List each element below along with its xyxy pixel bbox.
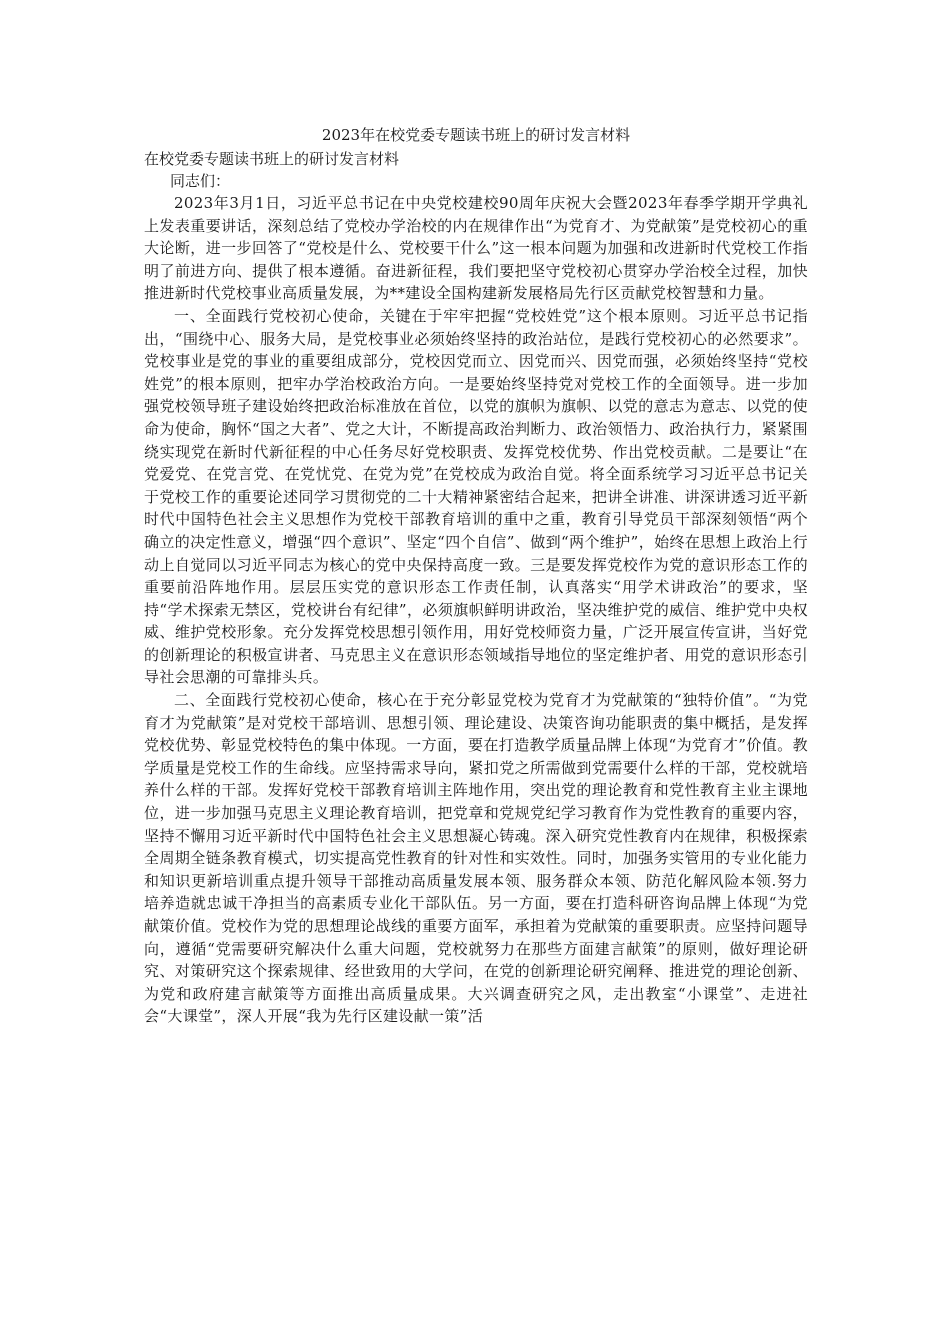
document-title: 2023年在校党委专题读书班上的研讨发言材料: [321, 126, 631, 144]
paragraph-section-two: 二、全面践行党校初心使命，核心在于充分彰显党校为党育才为党献策的“独特价值”。“为党育才为党献策”是对党校干部培训、思想引领、理论建设、决策咨询功能职责的集中概括，是发挥党校优势、彰显党校特色的集中体现。一方面，要在打造教学质量品牌上体现“为党育才”价值。教学质量是党校工作的生命线。应坚持需求导向，紧扣党之所需做到党需要什么样的干部，党校就培养什么样的干部。发挥好党校干部教育培训主阵地作用，突出党的理论教育和党性教育主业主课地位，进一步加强马克思主义理论教育培训，把党章和党规党纪学习教育作为党性教育的重要内容，坚持不懈用习近平新时代中国特色社会主义思想凝心铸魂。深入研究党性教育内在规律，积极探索全周期全链条教育模式，切实提高党性教育的针对性和实效性。同时，加强务实管用的专业化能力和知识更新培训重点提升领导干部推动高质量发展本领、服务群众本领、防范化解风险本领.努力培养造就忠诚干净担当的高素质专业化干部队伍。另一方面，要在打造科研咨询品牌上体现“为党献策价值。党校作为党的思想理论战线的重要方面军，承担着为党献策的重要职责。应坚持问题导向，遵循“党需要研究解决什么重大问题，党校就努力在那些方面建言献策”的原则，做好理论研究、对策研究这个探索规律、经世致用的大学问，在党的创新理论研究阐释、推进党的理论创新、为党和政府建言献策等方面推出高质量成果。大兴调查研究之风，走出教室“小课堂”、走进社会“大课堂”，深人开展“我为先行区建设献一策”活: [144, 691, 808, 1026]
document-subtitle: 在校党委专题读书班上的研讨发言材料: [144, 150, 400, 168]
document-page: [144, 124, 808, 1028]
paragraph-section-one: 一、全面践行党校初心使命，关键在于牢牢把握“党校姓党”这个根本原则。习近平总书记指出，“围绕中心、服务大局，是党校事业必须始终坚持的政治站位，是践行党校初心的必然要求”。党校事业是党的事业的重要组成部分，党校因党而立、因党而兴、因党而强，必须始终坚持“党校姓党”的根本原则，把牢办学治校政治方向。一是要始终坚持党对党校工作的全面领导。进一步加强党校领导班子建设始终把政治标准放在首位，以党的旗帜为旗帜、以党的意志为意志、以党的使命为使命，胸怀“国之大者”、党之大计，不断提高政治判断力、政治领悟力、政治执行力，紧紧围绕实现党在新时代新征程的中心任务尽好党校职责、发挥党校优势、作出党校贡献。二是要让“在党爱党、在党言党、在党忧党、在党为党”在党校成为政治自觉。将全面系统学习习近平总书记关于党校工作的重要论述同学习贯彻党的二十大精神紧密结合起来，把讲全讲准、讲深讲透习近平新时代中国特色社会主义思想作为党校干部教育培训的重中之重，教育引导党员干部深刻领悟“两个确立的决定性意义，增强“四个意识”、坚定“四个自信”、做到“两个维护”，始终在思想上政治上行动上自觉同以习近平同志为核心的党中央保持高度一致。三是要发挥党校作为党的意识形态工作的重要前沿阵地作用。层层压实党的意识形态工作责任制，认真落实“用学术讲政治”的要求，坚持“学术探索无禁区，党校讲台有纪律”，必须旗帜鲜明讲政治，坚决维护党的威信、维护党中央权威、维护党校形象。充分发挥党校思想引领作用，用好党校师资力量，广泛开展宣传宣讲，当好党的创新理论的积极宣讲者、马克思主义在意识形态领域指导地位的坚定维护者、用党的意识形态引导社会思潮的可靠排头兵。: [144, 306, 808, 687]
salutation: 同志们：: [170, 172, 231, 190]
paragraph-intro: 2023年3月1日，习近平总书记在中央党校建校90周年庆祝大会暨2023年春季学期开学典礼上发表重要讲话，深刻总结了党校办学治校的内在规律作出“为党育才、为党献策”是党校初心的重大论断，进一步回答了“党校是什么、党校要干什么”这一根本问题为加强和改进新时代党校工作指明了前进方向、提供了根本遵循。奋进新征程，我们要把坚守党校初心贯穿办学治校全过程，加快推进新时代党校事业高质量发展，为**建设全国构建新发展格局先行区贡献党校智慧和力量。: [144, 194, 808, 303]
